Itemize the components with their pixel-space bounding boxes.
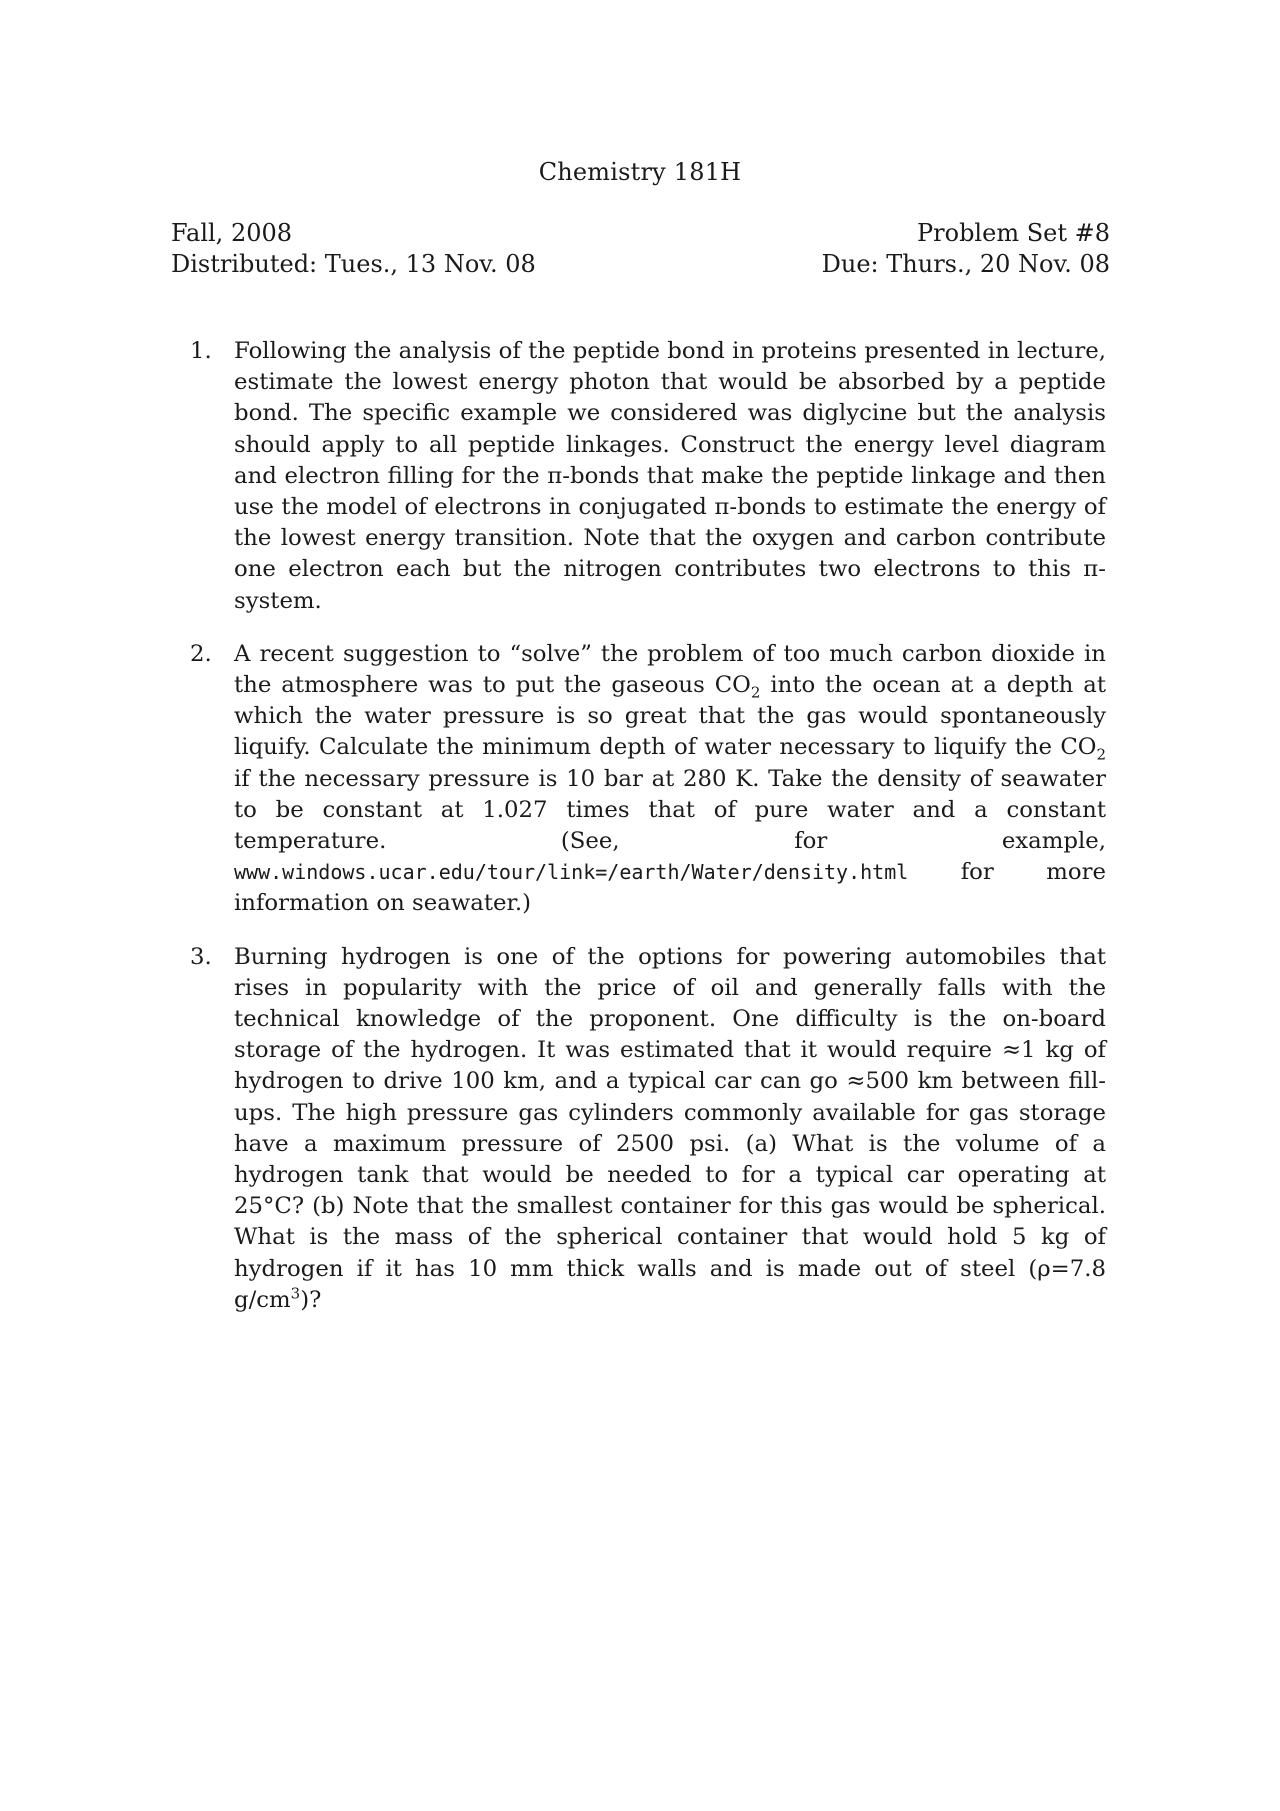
- problem-set-label: Problem Set #8: [917, 219, 1110, 247]
- problem-3-text-part-2: )?: [300, 1286, 322, 1313]
- problem-2-text-part-1: A recent suggestion to “solve” the problem of too much carbon dioxide in the atmosphere was to put the gaseous CO: [234, 640, 1106, 699]
- problem-text: [234, 639, 1106, 920]
- problem-number: 2.: [190, 640, 212, 667]
- problem-3: [190, 942, 1106, 1316]
- header-right: [822, 218, 1110, 280]
- superscript: 3: [290, 1284, 301, 1303]
- problem-2: [190, 639, 1106, 920]
- problem-3-text-part-1: Burning hydrogen is one of the options for powering automobiles that rises in popularity with the price of oil and generally falls with the technical knowledge of the proponent. One difficulty is the on-board storage of the hydrogen. It was estimated that it would require ≈1 kg of hydrogen to drive 100 km, and a typical car can go ≈500 km between fill-ups. The high pressure gas cylinders commonly available for gas storage have a maximum pressure of 2500 psi. (a) What is the volume of a hydrogen tank that would be needed to for a typical car operating at 25°C? (b) Note that the smallest container for this gas would be spherical. What is the mass of the spherical container that would hold 5 kg of hydrogen if it has 10 mm thick walls and is made out of steel (ρ=7.8 g/cm: [234, 943, 1106, 1313]
- problem-2-text-part-4: for more information on seawater.): [234, 859, 1106, 917]
- term-label: Fall, 2008: [171, 219, 293, 247]
- distributed-date: Distributed: Tues., 13 Nov. 08: [171, 250, 536, 278]
- course-title: Chemistry 181H: [538, 158, 742, 186]
- problem-number: 1.: [190, 338, 212, 364]
- problem-2-text-part-3: if the necessary pressure is 10 bar at 280 K. Take the density of seawater to be constant at 1.027 times that of pure water and a constant temperature. (See, for example,: [234, 765, 1106, 855]
- problem-1-text: Following the analysis of the peptide bond in proteins presented in lecture, estimate the lowest energy photon that would be absorbed by a peptide bond. The specific example we considered was diglycine but the analysis should apply to all peptide linkages. Construct the energy level diagram and electron filling for the π-bonds that make the peptide linkage and then use the model of electrons in conjugated π-bonds to estimate the energy of the lowest energy transition. Note that the oxygen and carbon contribute one electron each but the nitrogen contributes two electrons to this π-system.: [234, 338, 1106, 614]
- subscript: 2: [1096, 745, 1106, 764]
- problem-text: [234, 336, 1106, 617]
- subscript: 2: [750, 683, 761, 702]
- problem-number: 3.: [190, 943, 212, 970]
- due-date: Due: Thurs., 20 Nov. 08: [821, 250, 1110, 278]
- problem-list: [190, 336, 1106, 1338]
- problem-text: [234, 942, 1106, 1316]
- problem-2-text-part-2: into the ocean at a depth at which the water pressure is so great that the gas would spontaneously liquify. Calculate the minimum depth of water necessary to liquify the CO: [234, 672, 1106, 761]
- seawater-url[interactable]: www.windows.ucar.edu/tour/link=/earth/Water/density.html: [234, 860, 909, 885]
- header-left: [171, 218, 536, 280]
- problem-1: [190, 336, 1106, 617]
